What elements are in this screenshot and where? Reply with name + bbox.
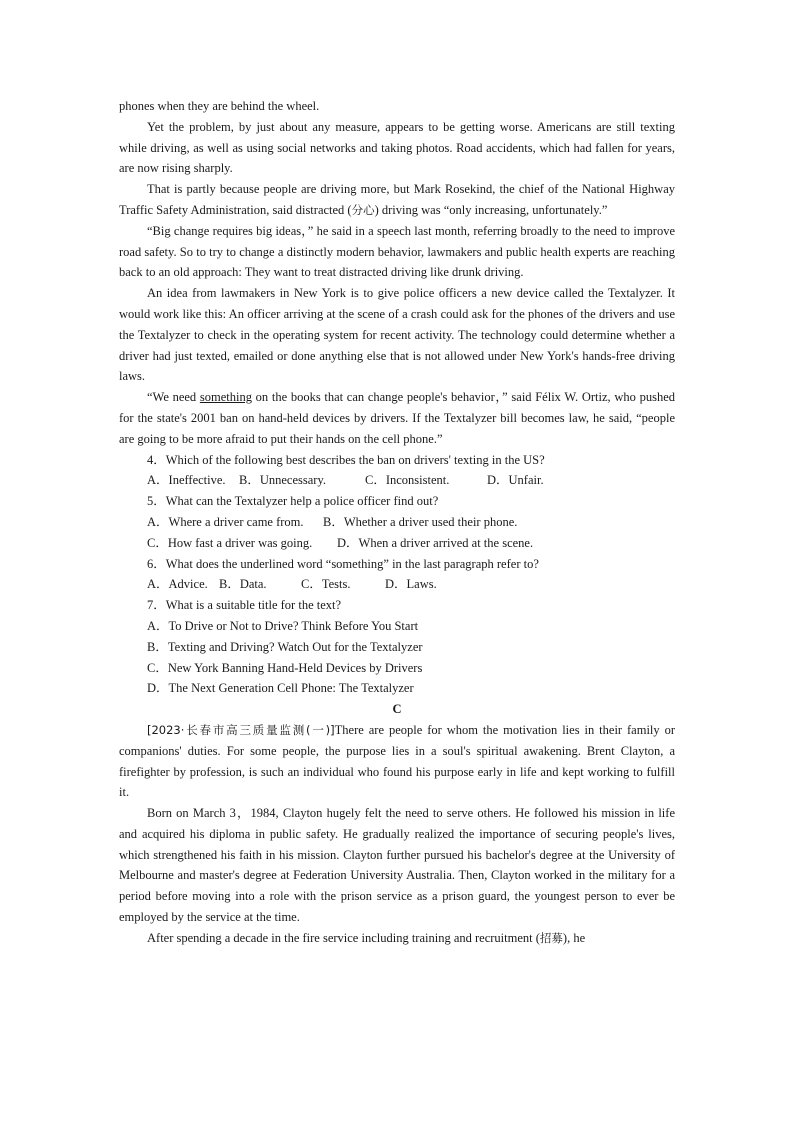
text-run: on the books that can change people's behavior，” said Félix W. Ortiz, who pushed for the state's 2001 ban on hand-held devices by drivers. If the Textalyzer bill becomes law, he said, “people are going to be more afraid to put their hands on the cell phone.” — [119, 390, 675, 446]
option: A．To Drive or Not to Drive? Think Before You Start — [147, 618, 419, 633]
text-run: “We need — [147, 390, 200, 405]
question-stem: 5．What can the Textalyzer help a police officer find out? — [147, 494, 439, 509]
paragraph — [119, 720, 675, 803]
text-run: That is partly because people are driving more, but Mark Rosekind, the chief of the National Highway Traffic Safety Administration, said distracted ( — [119, 182, 675, 217]
paragraph — [119, 179, 675, 221]
source-tag: [2023·长春市高三质量监测(一)] — [147, 722, 335, 737]
paragraph — [119, 928, 675, 949]
option: D．Laws. — [385, 577, 437, 592]
option: C．How fast a driver was going. — [147, 535, 313, 550]
paragraph: Yet the problem, by just about any measure, appears to be getting worse. Americans are still texting while driving, as well as using social networks and taking photos. Road accidents, which had fallen for years, are now rising sharply. — [119, 119, 675, 176]
option: B．Texting and Driving? Watch Out for the Textalyzer — [147, 639, 423, 654]
paragraph — [119, 387, 675, 449]
option: C．Tests. — [301, 577, 351, 592]
chinese-gloss: 招募 — [539, 930, 563, 945]
option-row — [119, 678, 675, 699]
option-row — [119, 470, 675, 491]
paragraph: An idea from lawmakers in New York is to give police officers a new device called the Textalyzer. It would work like this: An officer arriving at the scene of a crash could ask for the phones of the drivers and use the Textalyzer to check in the operating system for recent activity. The technology could determine whether a driver had just texted, emailed or done anything else that is not allowed under New York's hands-free driving laws. — [119, 286, 675, 384]
option-row — [119, 574, 675, 595]
option: B．Whether a driver used their phone. — [323, 514, 518, 529]
text-run: After spending a decade in the fire service including training and recruitment ( — [147, 930, 540, 945]
option-row — [119, 512, 675, 533]
option: B．Unnecessary. — [239, 473, 327, 488]
passage-c — [119, 720, 675, 949]
underlined-word: something — [199, 390, 252, 405]
option-row — [119, 616, 675, 637]
option: C．Inconsistent. — [365, 473, 450, 488]
text-run: There are people for whom the motivation lies in their family or companions' duties. For some people, the purpose lies in a soul's spiritual awakening. Brent Clayton, a firefighter by profession, is such an individual who found his purpose early in life and kept working to fulfill it. — [119, 722, 676, 800]
option: A．Advice. — [147, 577, 208, 592]
text-run: ) driving was “only increasing, unfortunately.” — [374, 202, 608, 217]
option: D．When a driver arrived at the scene. — [337, 535, 534, 550]
option: D．The Next Generation Cell Phone: The Textalyzer — [147, 681, 414, 696]
option: D．Unfair. — [487, 473, 544, 488]
question-stem: 4．Which of the following best describes the ban on drivers' texting in the US? — [147, 452, 545, 467]
text-run: ), he — [562, 930, 586, 945]
option: B．Data. — [219, 577, 267, 592]
option: A．Ineffective. — [147, 473, 226, 488]
option-row — [119, 533, 675, 554]
question-stem: 7．What is a suitable title for the text? — [147, 598, 342, 613]
chinese-gloss: 分心 — [351, 202, 375, 217]
option: C．New York Banning Hand-Held Devices by Drivers — [147, 660, 423, 675]
section-heading: C — [392, 702, 402, 717]
question-stem: 6．What does the underlined word “something” in the last paragraph refer to? — [147, 556, 539, 571]
option-row — [119, 637, 675, 658]
paragraph: Born on March 3，1984, Clayton hugely felt the need to serve others. He followed his mission in life and acquired his diploma in public safety. He gradually realized the importance of securing people's lives, which strengthened his faith in his mission. Clayton further pursued his bachelor's degree at the University of Melbourne and master's degree at Federation University Australia. Then, Clayton worked in the military for a period before moving into a role with the prison service as a prison guard, the youngest person to ever be employed by the service at the time. — [119, 806, 675, 925]
questions — [119, 450, 675, 700]
option-row — [119, 658, 675, 679]
paragraph: phones when they are behind the wheel. — [119, 99, 320, 113]
paragraph: “Big change requires big ideas，” he said in a speech last month, referring broadly to the need to improve road safety. So to try to change a distinctly modern behavior, lawmakers and public health experts are reaching back to an old approach: They want to treat distracted driving like drunk driving. — [119, 223, 675, 280]
passage-b — [119, 96, 675, 949]
option: A．Where a driver came from. — [147, 514, 304, 529]
